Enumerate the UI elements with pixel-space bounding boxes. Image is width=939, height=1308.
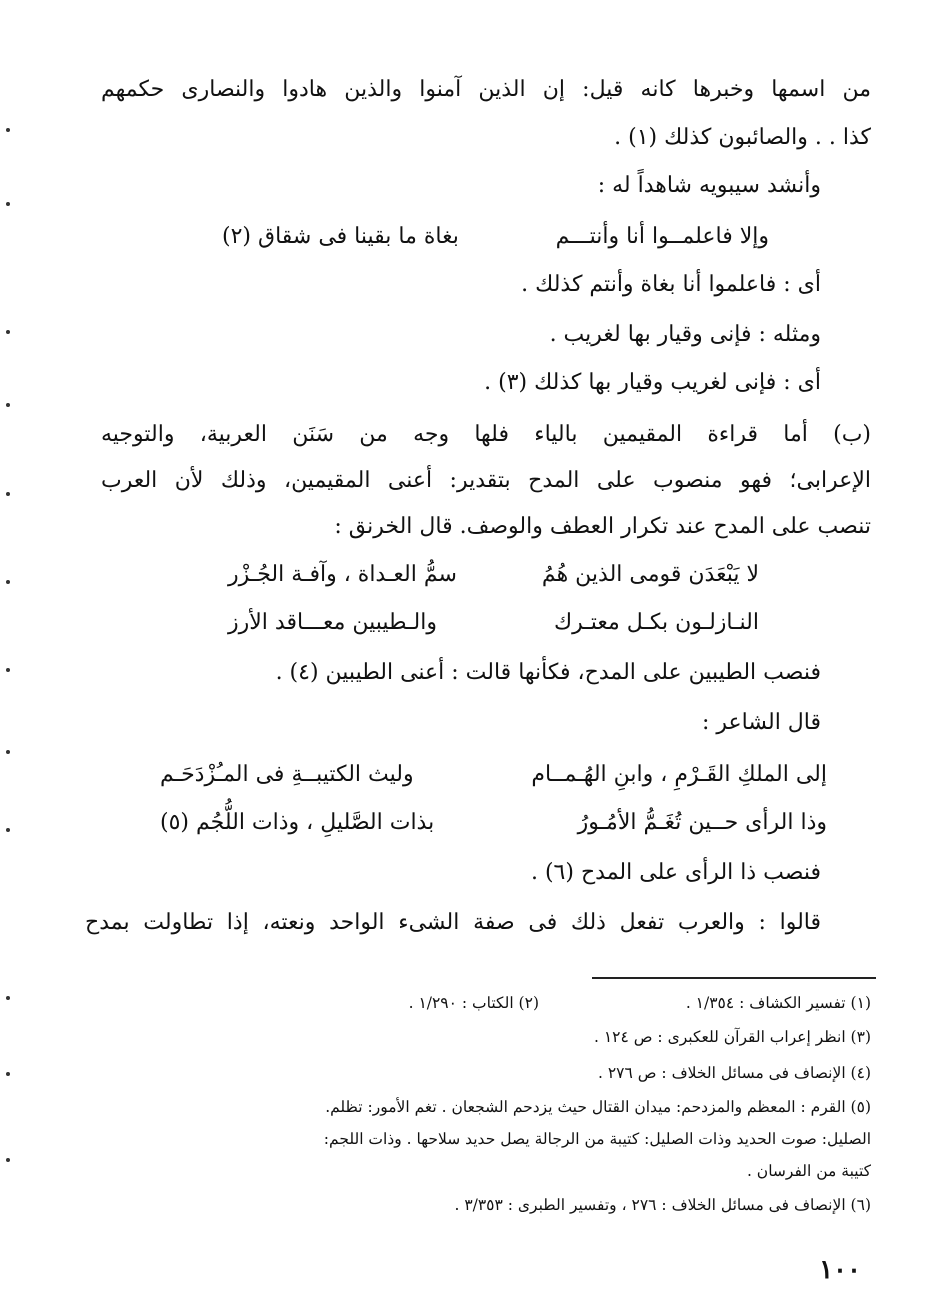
margin-dot [6, 996, 10, 1000]
margin-dot [6, 492, 10, 496]
text-line: قال الشاعر : [701, 710, 821, 735]
margin-dot [6, 1158, 10, 1162]
verse-hemistich-right: النـازلـون بكـل معتـرك [553, 610, 759, 635]
text-line: الإعرابى؛ فهو منصوب على المدح بتقدير: أعنى المقيمين، وذلك لأن العرب [101, 468, 871, 493]
margin-dot [6, 668, 10, 672]
footnote: (٣) انظر إعراب القرآن للعكبرى : ص ١٢٤ . [594, 1028, 871, 1046]
text-line: فنصب الطيبين على المدح، فكأنها قالت : أعنى الطيبين (٤) . [275, 660, 821, 685]
margin-dot [6, 403, 10, 407]
footnote: (٢) الكتاب : ١/٢٩٠ . [408, 994, 539, 1012]
text-line: ومثله : فإنى وقيار بها لغريب . [549, 322, 821, 347]
verse-hemistich-right: إلى الملكِ القَـرْمِ ، وابنِ الهُـمــام [531, 762, 827, 787]
margin-dot [6, 828, 10, 832]
verse-hemistich-left: بذات الصَّليلِ ، وذات اللُّجُم (٥) [160, 810, 435, 835]
footnote: (٦) الإنصاف فى مسائل الخلاف : ٢٧٦ ، وتفسير الطبرى : ٣/٣٥٣ . [454, 1196, 871, 1214]
footnote: الصليل: صوت الحديد وذات الصليل: كتيبة من الرجالة يصل حديد سلاحها . وذات اللجم: [323, 1130, 871, 1148]
verse-hemistich-left: وليث الكتيبــةِ فى المـُزْدَحَـم [160, 762, 414, 787]
margin-dot [6, 750, 10, 754]
verse-hemistich-left: والـطيبين معـــاقد الأرز [228, 610, 437, 635]
text-line: كذا . . والصائبون كذلك (١) . [614, 125, 871, 150]
text-line: (ب) أما قراءة المقيمين بالياء فلها وجه من سَنَن العربية، والتوجيه [101, 422, 871, 447]
footnote: كتيبة من الفرسان . [746, 1162, 871, 1180]
margin-dot [6, 1072, 10, 1076]
verse-hemistich-right: وذا الرأى حــين تُغَـمُّ الأمُـورُ [577, 810, 827, 835]
margin-dot [6, 580, 10, 584]
margin-dot [6, 202, 10, 206]
verse-hemistich-right: لا يَبْعَدَن قومى الذين هُمُ [541, 562, 759, 587]
text-line: أى : فاعلموا أنا بغاة وأنتم كذلك . [521, 272, 821, 297]
margin-dot [6, 128, 10, 132]
text-line: وأنشد سيبويه شاهداً له : [597, 173, 821, 198]
footnote-divider [592, 977, 876, 979]
text-line: فنصب ذا الرأى على المدح (٦) . [530, 860, 821, 885]
verse-hemistich-left: بغاة ما بقينا فى شقاق (٢) [222, 224, 459, 249]
text-line: تنصب على المدح عند تكرار العطف والوصف. قال الخرنق : [334, 514, 871, 539]
text-line: قالوا : والعرب تفعل ذلك فى صفة الشىء الواحد ونعته، إذا تطاولت بمدح [85, 910, 821, 935]
page-number: ١٠٠ [819, 1255, 861, 1285]
verse-hemistich-right: وإلا فاعلمــوا أنا وأنتـــم [555, 224, 769, 249]
footnote: (٥) القرم : المعظم والمزدحم: ميدان القتال حيث يزدحم الشجعان . تغم الأمور: تظلم. [325, 1098, 871, 1116]
footnote: (١) تفسير الكشاف : ١/٣٥٤ . [685, 994, 871, 1012]
footnote: (٤) الإنصاف فى مسائل الخلاف : ص ٢٧٦ . [597, 1064, 871, 1082]
verse-hemistich-left: سمُّ العـداة ، وآفـة الجُـزْر [228, 562, 457, 587]
text-line: أى : فإنى لغريب وقيار بها كذلك (٣) . [484, 370, 821, 395]
text-line: من اسمها وخبرها كانه قيل: إن الذين آمنوا والذين هادوا والنصارى حكمهم [101, 77, 871, 102]
margin-dot [6, 330, 10, 334]
